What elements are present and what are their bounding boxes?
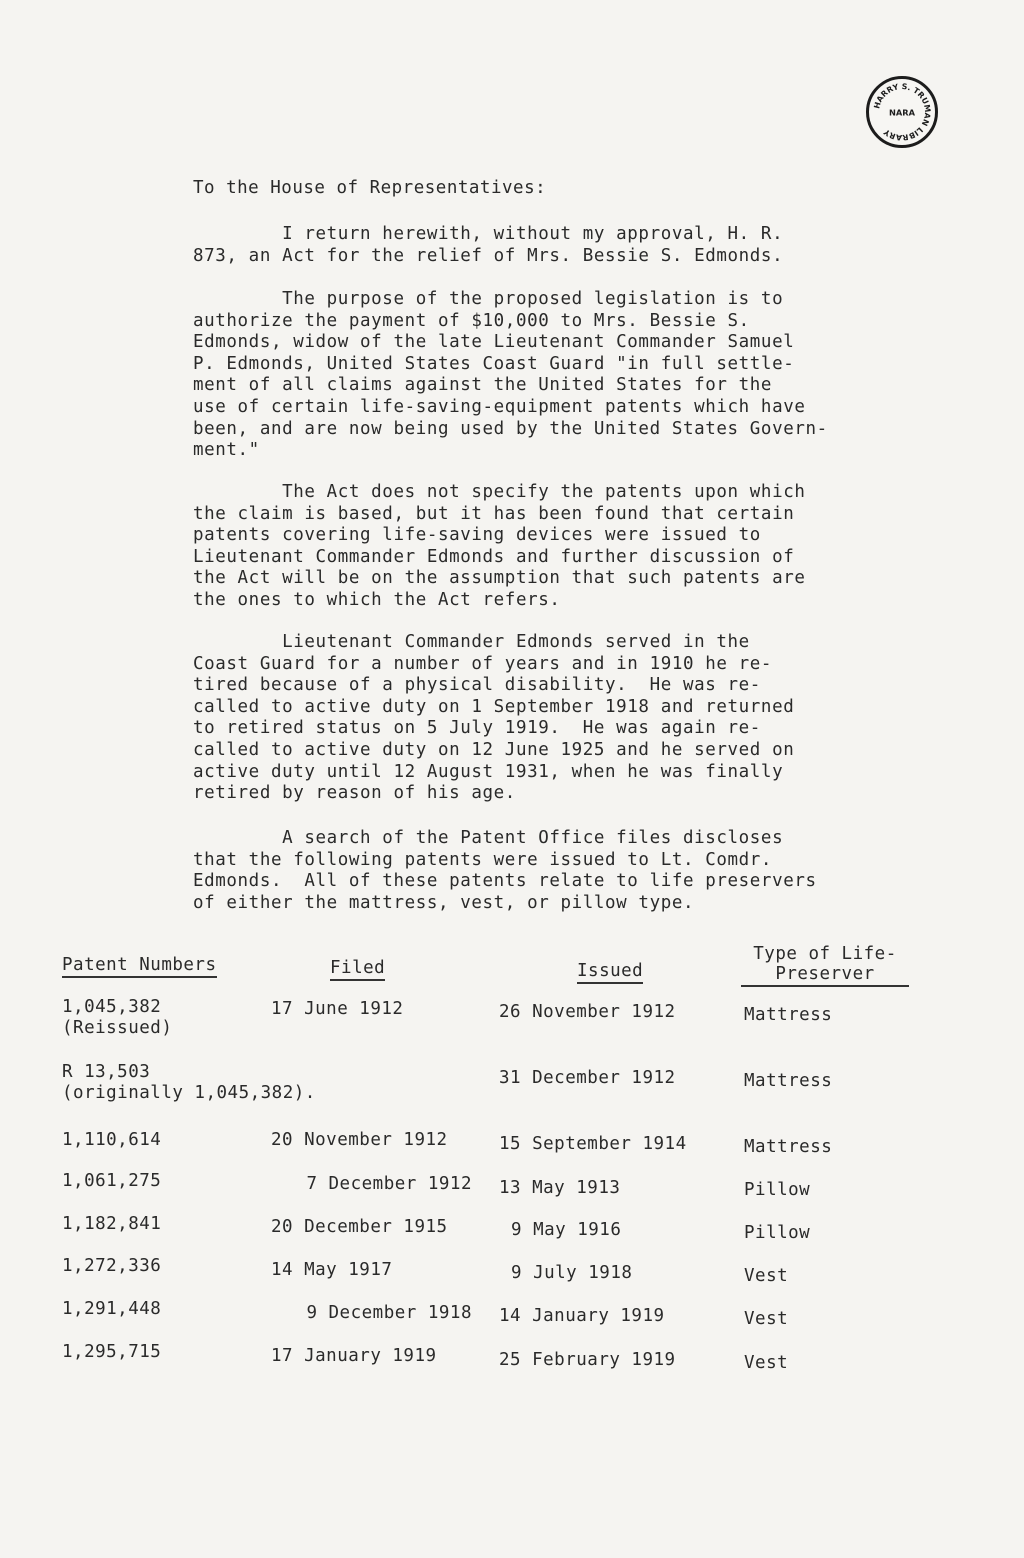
row-2-patent: R 13,503 (originally 1,045,382).	[62, 1062, 316, 1103]
row-4-patent: 1,061,275	[62, 1171, 162, 1191]
svg-text:NARA: NARA	[888, 107, 916, 118]
row-1-patent: 1,045,382 (Reissued)	[62, 997, 173, 1038]
row-3-filed: 20 November 1912	[271, 1130, 448, 1150]
row-5-issued: 9 May 1916	[511, 1220, 622, 1240]
svg-text:HARRY S. TRUMAN LIBRARY: HARRY S. TRUMAN LIBRARY	[872, 81, 933, 143]
row-3-issued: 15 September 1914	[499, 1134, 687, 1154]
paragraph-5: A search of the Patent Office files discloses that the following patents were issued to Lt. Comdr. Edmonds. All of these patents relate to life preservers of either the mattress, vest, or pillow type.	[193, 828, 817, 913]
row-6-type: Vest	[744, 1266, 789, 1286]
header-preserver-type: Type of Life- Preserver	[741, 944, 909, 987]
paragraph-4: Lieutenant Commander Edmonds served in the Coast Guard for a number of years and in 1910 he re- tired because of a physical disability. He was re- called to active duty on 1 September 1918 and returned to retired status on 5 July 1919. He was again re- called to active duty on 12 June 1925 and he served on active duty until 12 August 1931, when he was finally retired by reason of his age.	[193, 632, 795, 804]
row-1-issued: 26 November 1912	[499, 1002, 676, 1022]
row-7-type: Vest	[744, 1309, 789, 1329]
row-8-issued: 25 February 1919	[499, 1350, 676, 1370]
row-3-patent: 1,110,614	[62, 1130, 162, 1150]
header-patent-numbers: Patent Numbers	[62, 955, 217, 978]
row-4-type: Pillow	[744, 1180, 811, 1200]
salutation: To the House of Representatives:	[193, 178, 547, 198]
row-2-type: Mattress	[744, 1071, 833, 1091]
library-stamp-graphic	[869, 79, 935, 145]
row-7-filed: 9 December 1918	[306, 1303, 472, 1323]
row-8-patent: 1,295,715	[62, 1342, 162, 1362]
row-2-issued: 31 December 1912	[499, 1068, 676, 1088]
row-5-filed: 20 December 1915	[271, 1217, 448, 1237]
paragraph-2: The purpose of the proposed legislation is to authorize the payment of $10,000 to Mrs. Bessie S. Edmonds, widow of the late Lieutenant Commander Samuel P. Edmonds, United States Coast Guard "in full settle- ment of all claims against the United States for the use of certain life-saving-equipment patents which have been, and are now being used by the United States Govern- ment."	[193, 289, 828, 461]
row-1-type: Mattress	[744, 1005, 833, 1025]
row-7-issued: 14 January 1919	[499, 1306, 665, 1326]
row-5-patent: 1,182,841	[62, 1214, 162, 1234]
row-3-type: Mattress	[744, 1137, 833, 1157]
row-6-issued: 9 July 1918	[511, 1263, 633, 1283]
row-8-filed: 17 January 1919	[271, 1346, 437, 1366]
row-1-filed: 17 June 1912	[271, 999, 404, 1019]
paragraph-3: The Act does not specify the patents upon which the claim is based, but it has been found that certain patents covering life-saving devices were issued to Lieutenant Commander Edmonds and further discussion of the Act will be on the assumption that such patents are the ones to which the Act refers.	[193, 482, 806, 610]
library-stamp	[866, 76, 938, 148]
row-6-patent: 1,272,336	[62, 1256, 162, 1276]
row-4-issued: 13 May 1913	[499, 1178, 621, 1198]
header-issued: Issued	[577, 961, 643, 984]
row-4-filed: 7 December 1912	[306, 1174, 472, 1194]
row-8-type: Vest	[744, 1353, 789, 1373]
row-5-type: Pillow	[744, 1223, 811, 1243]
row-7-patent: 1,291,448	[62, 1299, 162, 1319]
paragraph-1: I return herewith, without my approval, H. R. 873, an Act for the relief of Mrs. Bessie S. Edmonds.	[193, 224, 784, 266]
header-filed: Filed	[330, 958, 385, 981]
row-6-filed: 14 May 1917	[271, 1260, 393, 1280]
